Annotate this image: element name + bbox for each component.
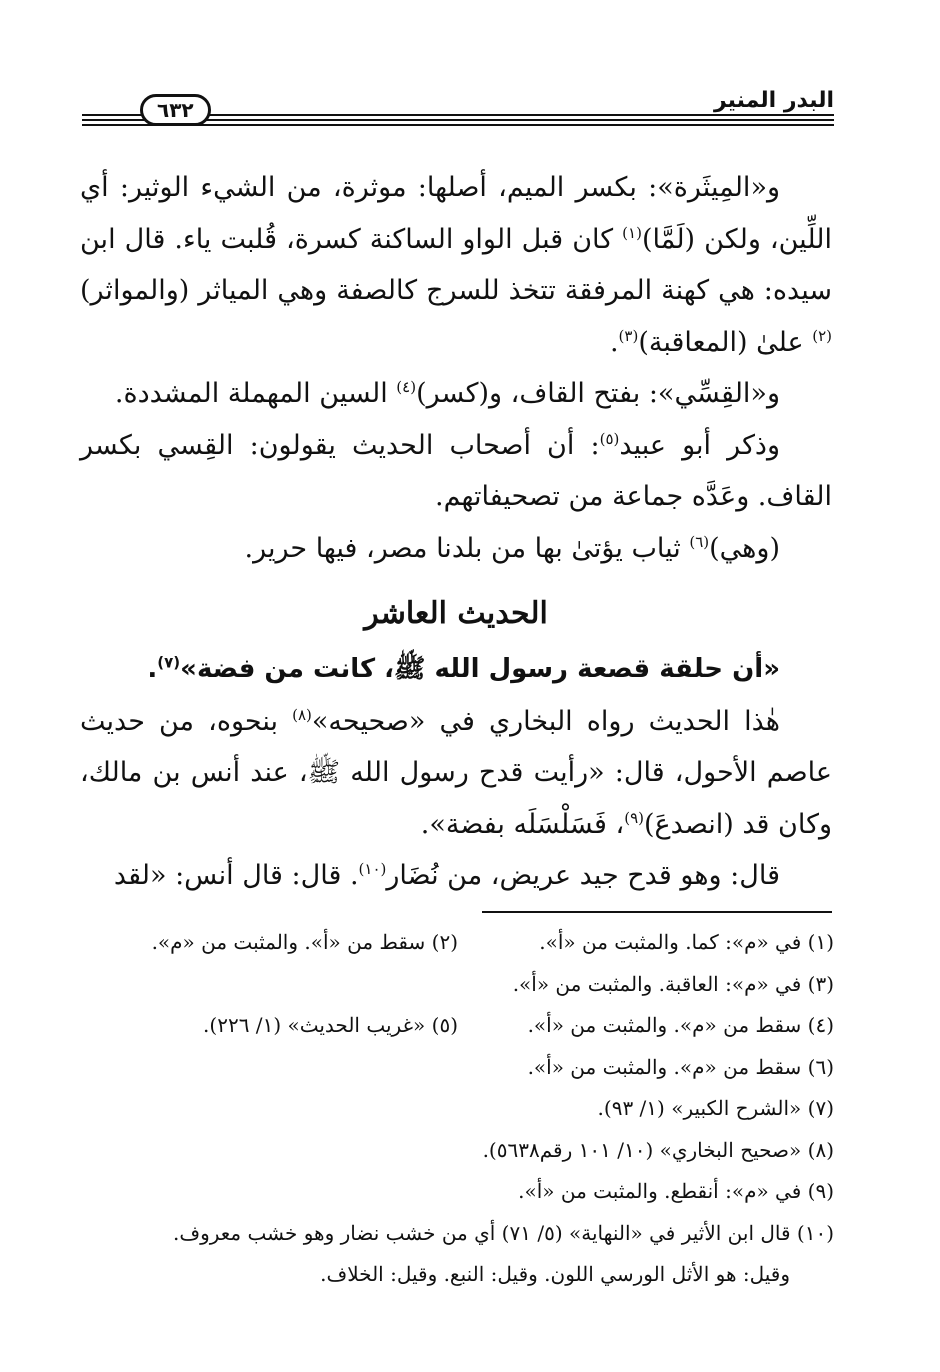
text: . قال: قال أنس: «لقد — [113, 860, 359, 891]
main-text — [80, 162, 832, 902]
footnote: (٢) سقط من «أ». والمثبت من «م». — [151, 930, 458, 954]
text: بنحوه، من حديث عاصم الأحول، قال: «رأيت قدح رسول الله ﷺ، عند أنس بن مالك، وكان قد (انصدعَ) — [80, 705, 832, 840]
footnote: (٤) سقط من «م». والمثبت من «أ». — [527, 1013, 834, 1037]
footnote: (٦) سقط من «م». والمثبت من «أ». — [527, 1054, 834, 1079]
section-heading: الحديث العاشر — [364, 596, 548, 631]
footnote-ref[interactable]: (٤) — [396, 378, 417, 396]
footnote-ref[interactable]: (٣) — [618, 326, 639, 345]
running-header — [82, 88, 834, 134]
footnote-ref[interactable]: (١٠) — [358, 860, 387, 878]
footnote: (٧) «الشرح الكبير» (١/ ٩٣). — [597, 1096, 834, 1120]
text: علىٰ (المعاقبة) — [638, 326, 813, 358]
footnote-ref[interactable]: (٦) — [689, 532, 710, 551]
footnote-row — [82, 1047, 834, 1089]
text: «أن حلقة قصعة رسول الله ﷺ، كانت من فضة» — [180, 654, 780, 684]
footnote: (٩) في «م»: أنقطع. والمثبت من «أ». — [518, 1179, 834, 1203]
text: و«القِسِّي»: بفتح القاف، و(كسر) — [416, 378, 780, 409]
text: . — [147, 654, 158, 684]
footnote: (٣) في «م»: العاقبة. والمثبت من «أ». — [512, 971, 834, 996]
footnote-row — [82, 964, 834, 1006]
running-title: البدر المنير — [713, 88, 834, 113]
paragraph — [80, 696, 832, 851]
footnote-continuation: وقيل: هو الأثل الورسي اللون. وقيل: النبع. وقيل: الخلاف. — [320, 1262, 790, 1286]
text: (وهي) — [709, 532, 780, 564]
text: هٰذا الحديث رواه البخاري في «صحيحه» — [311, 705, 780, 737]
footnote-ref[interactable]: (٥) — [599, 429, 620, 448]
footnote-ref[interactable]: (٢) — [812, 326, 832, 345]
footnote: (٨) «صحيح البخاري» (١٠/ ١٠١ رقم٥٦٣٨). — [482, 1137, 834, 1162]
footnote-row — [82, 922, 834, 964]
footnote: (٥) «غريب الحديث» (١/ ٢٢٦). — [203, 1013, 458, 1037]
page-number: ٦٣٢ — [140, 94, 211, 126]
footnote-row — [82, 1005, 834, 1047]
footnotes — [82, 922, 834, 1296]
text: كان قبل الواو الساكنة كسرة، قُلبت ياء. قال ابن سيده: هي كهنة المرفقة تتخذ للسرج كالصفة وهي المياثر (والمواثر) — [80, 223, 832, 306]
text: ، فَسَلْسَلَه بفضة». — [420, 808, 625, 840]
text: و«المِيثَرة»: بكسر الميم، أصلها: موثرة، من الشيء الوثير: أي اللِّين، ولكن (لَمَّا) — [80, 172, 832, 255]
footnote-ref[interactable]: (١) — [622, 223, 642, 242]
text: ثياب يؤتىٰ بها من بلدنا مصر، فيها حرير. — [244, 532, 690, 564]
text: . — [609, 326, 619, 358]
paragraph — [80, 523, 832, 575]
footnote-ref[interactable]: (٧) — [157, 653, 181, 672]
text: قال: وهو قدح جيد عريض، من نُضَار — [386, 860, 780, 891]
paragraph — [80, 420, 832, 523]
text: السين المهملة المشددة. — [114, 378, 397, 409]
hadith-text — [80, 644, 832, 696]
paragraph — [80, 850, 832, 902]
text: وذكر أبو عبيد — [619, 429, 780, 461]
text: : أن أصحاب الحديث يقولون: القِسي بكسر القاف. وعَدَّه جماعة من تصحيفاتهم. — [80, 429, 832, 512]
footnote-separator — [482, 911, 832, 913]
footnote-ref[interactable]: (٩) — [624, 808, 645, 827]
footnote: (١٠) قال ابن الأثير في «النهاية» (٥/ ٧١) أي من خشب نضار وهو خشب معروف. — [173, 1220, 834, 1245]
footnote: (١) في «م»: كما. والمثبت من «أ». — [539, 930, 834, 954]
footnote-ref[interactable]: (٨) — [292, 705, 312, 724]
paragraph — [80, 162, 832, 368]
paragraph — [80, 368, 832, 420]
